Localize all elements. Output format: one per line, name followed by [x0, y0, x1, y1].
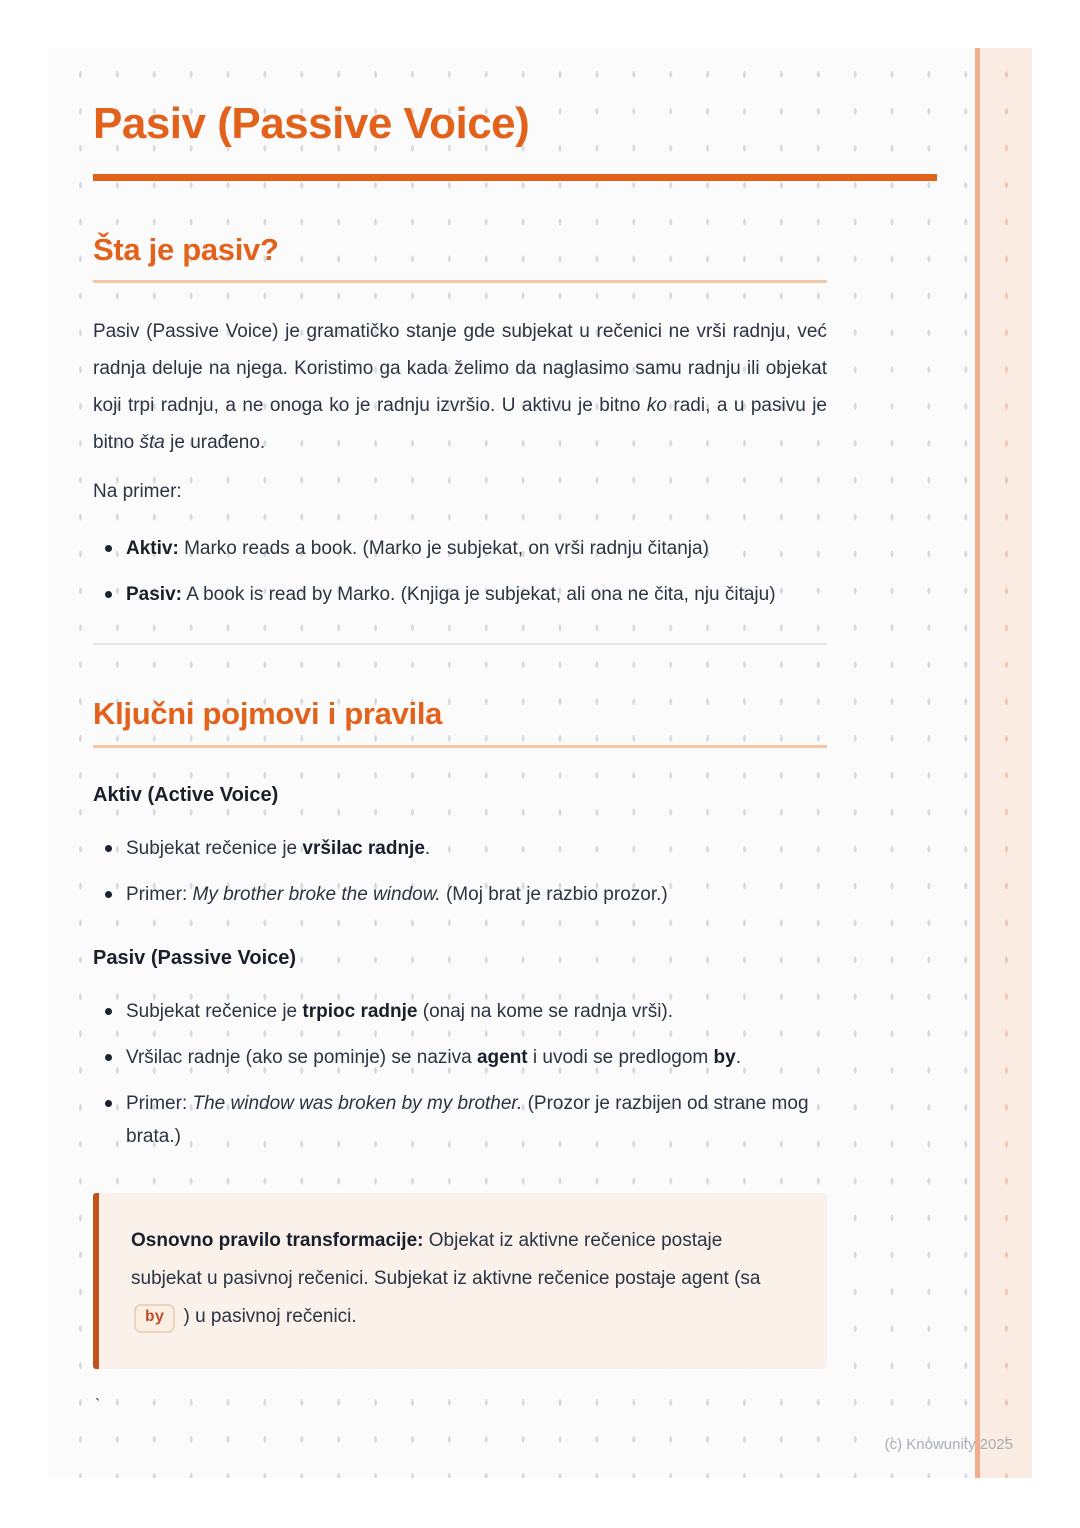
callout-text: Objekat iz aktivne rečenice postaje subjekat u pasivnoj rečenici. Subjekat iz aktivne rečenice postaje agent (sa [131, 1229, 761, 1289]
right-accent-band [975, 48, 1032, 1478]
section-heading-rule [93, 280, 827, 283]
italic-example-sentence: My brother broke the window. [192, 883, 441, 905]
sub-heading-pasiv: Pasiv (Passive Voice) [93, 946, 297, 969]
list-item-pasiv-primer [93, 1087, 827, 1153]
item-text: i uvodi se predlogom [527, 1046, 714, 1068]
list-item-vrsilac [93, 832, 827, 865]
list-item-text [126, 832, 827, 865]
list-item-text [126, 532, 827, 565]
italic-word-ko: ko [646, 395, 667, 417]
bullet-marker [105, 845, 112, 852]
item-text: A book is read by Marko. (Knjiga je subjekat, ali ona ne čita, nju čitaju) [181, 584, 776, 606]
title-underline-rule [93, 174, 937, 181]
bullet-marker [105, 545, 112, 552]
section-heading-rule [93, 745, 827, 748]
item-text: (Prozor je razbijen od strane mog brata.) [126, 1092, 809, 1147]
bold-label: Pasiv: [126, 584, 182, 606]
item-text: Subjekat rečenice je [126, 1000, 303, 1022]
list-item-text [126, 578, 827, 611]
item-text: Subjekat rečenice je [126, 837, 303, 859]
notebook-page [48, 48, 1032, 1478]
list-item-text [126, 1087, 827, 1153]
bold-term: agent [476, 1046, 528, 1068]
item-text: . [735, 1046, 741, 1068]
callout-bold-lead: Osnovno pravilo transformacije: [131, 1229, 424, 1251]
bold-term: vršilac radnje [302, 837, 425, 859]
item-text: . [424, 837, 431, 859]
example-list [93, 532, 827, 611]
item-text: (onaj na kome se radnja vrši). [417, 1000, 674, 1022]
item-text: Vršilac radnje (ako se pominje) se naziva [126, 1046, 477, 1068]
stray-backtick-character: ` [95, 1396, 101, 1414]
example-lead-in: Na primer: [93, 481, 182, 503]
paragraph-text: Pasiv (Passive Voice) je gramatičko stanje gde subjekat u rečenici ne vrši radnju, već radnja deluje na njega. Koristimo ga kada želimo da naglasimo samu radnju ili objekat koji trpi radnju, a ne onoga ko je radnju izvršio. U aktivu je bitno [93, 321, 827, 417]
by-code-chip: by [134, 1304, 175, 1333]
paragraph-text: je urađeno. [164, 432, 266, 454]
item-text: Primer: [126, 1092, 193, 1114]
page-title: Pasiv (Passive Voice) [93, 99, 530, 148]
bullet-marker [105, 1008, 112, 1015]
document-content [93, 48, 827, 1415]
pasiv-rules-list [93, 995, 827, 1153]
paragraph-text: radi, a u pasivu je bitno [93, 395, 827, 454]
list-item-aktiv-example [93, 532, 827, 565]
sub-heading-aktiv: Aktiv (Active Voice) [93, 783, 279, 806]
bold-term: by [713, 1046, 736, 1068]
list-item-agent [93, 1041, 827, 1074]
bullet-marker [105, 891, 112, 898]
list-item-pasiv-example [93, 578, 827, 611]
bullet-marker [105, 1054, 112, 1061]
item-text: Primer: [126, 883, 193, 905]
list-item-text [126, 878, 827, 911]
section-heading-sta-je-pasiv: Šta je pasiv? [93, 232, 279, 268]
bold-label: Aktiv: [126, 538, 179, 560]
bullet-marker [105, 591, 112, 598]
callout-text: ) u pasivnoj rečenici. [178, 1305, 357, 1327]
item-text: Marko reads a book. (Marko je subjekat, on vrši radnju čitanja) [178, 538, 709, 560]
list-item-text [126, 1041, 827, 1074]
list-item-aktiv-primer [93, 878, 827, 911]
section-heading-kljucni-pojmovi: Ključni pojmovi i pravila [93, 696, 443, 732]
list-item-trpioc [93, 995, 827, 1028]
bold-term: trpioc radnje [302, 1000, 418, 1022]
aktiv-rules-list [93, 832, 827, 911]
list-item-text [126, 995, 827, 1028]
copyright-note: (c) Knowunity 2025 [884, 1436, 1013, 1453]
item-text: (Moj brat je razbio prozor.) [440, 883, 668, 905]
rule-callout-box [93, 1193, 827, 1369]
italic-example-sentence: The window was broken by my brother. [192, 1092, 523, 1114]
bullet-marker [105, 1100, 112, 1107]
intro-paragraph [93, 313, 827, 461]
italic-word-sta: šta [139, 432, 165, 454]
